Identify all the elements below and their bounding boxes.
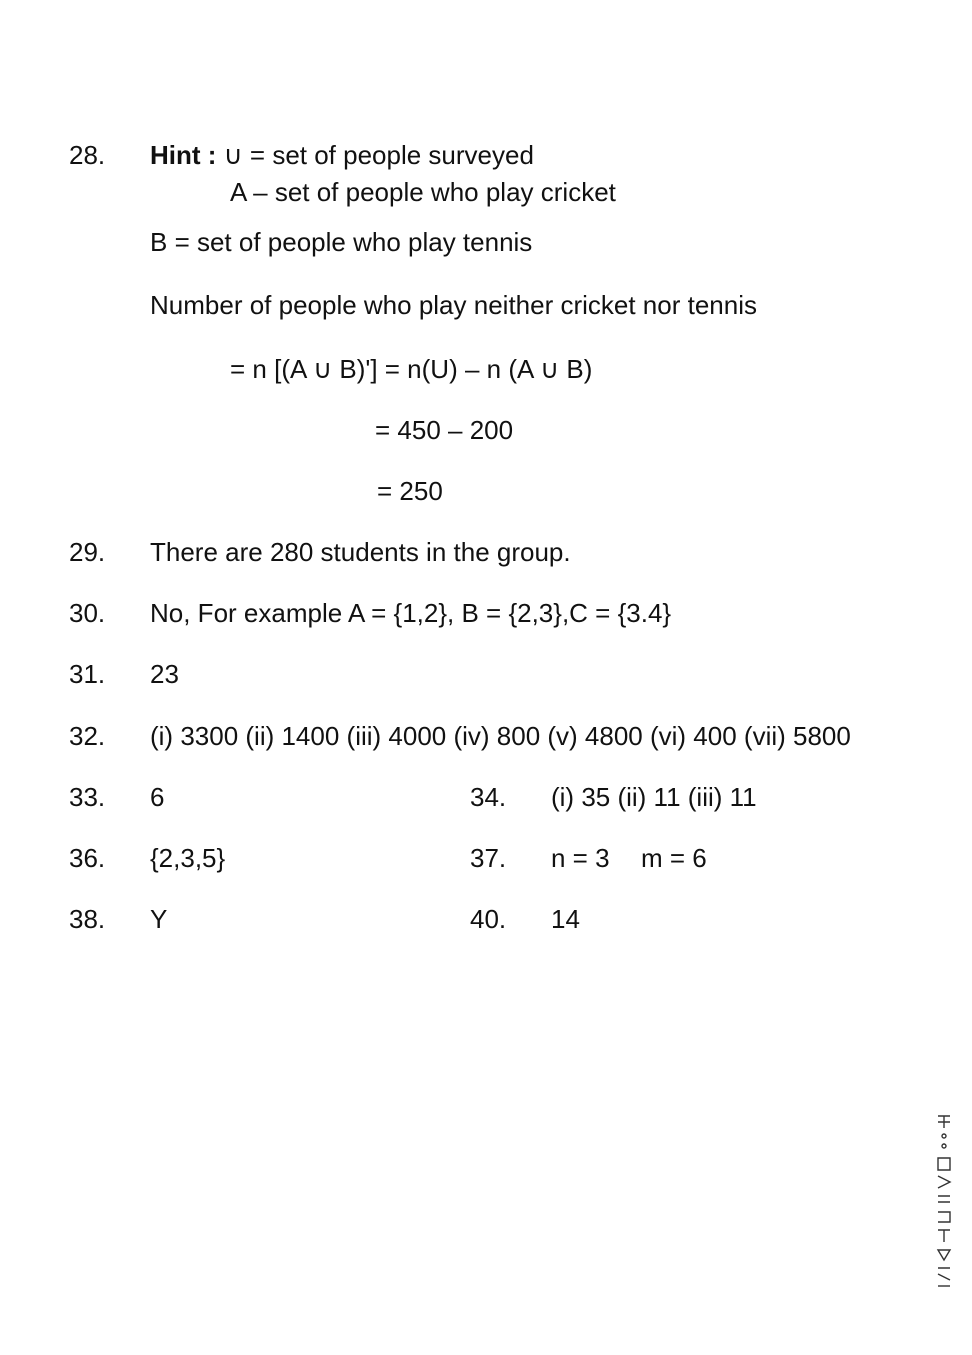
q40-text: 14 [551,904,580,934]
margin-artifact-mark [934,1112,954,1292]
q28-hint-label: Hint : [150,140,217,170]
q29-text: There are 280 students in the group. [150,537,571,567]
q33-text: 6 [150,782,165,812]
q28-line-a: A – set of people who play cricket [230,177,616,207]
q28-eq3: = 250 [377,476,443,506]
q30-text: No, For example A = {1,2}, B = {2,3},C = {3.4} [150,598,672,628]
q36-number: 36. [69,843,106,873]
q28-eq1: = n [(A ∪ B)'] = n(U) – n (A ∪ B) [230,354,593,384]
q38-number: 38. [69,904,106,934]
q28-number: 28. [69,140,106,170]
q28-hint-text: ∪ = set of people surveyed [223,140,534,170]
q30-number: 30. [69,598,106,628]
q37-text-m: m = 6 [641,843,707,873]
q34-text: (i) 35 (ii) 11 (iii) 11 [551,782,757,812]
q36-text: {2,3,5} [150,843,226,873]
q40-number: 40. [470,904,507,934]
q37-text-n: n = 3 [551,843,610,873]
q28-hint [150,142,534,168]
q28-line-b: B = set of people who play tennis [150,227,533,257]
q33-number: 33. [69,782,106,812]
q37-number: 37. [470,843,507,873]
q32-number: 32. [69,721,106,751]
q31-number: 31. [69,659,106,689]
q29-number: 29. [69,537,106,567]
q31-text: 23 [150,659,179,689]
q38-text: Y [150,904,168,934]
q32-text: (i) 3300 (ii) 1400 (iii) 4000 (iv) 800 (v) 4800 (vi) 400 (vii) 5800 [150,721,851,751]
q28-line-neither: Number of people who play neither cricket nor tennis [150,290,757,320]
q28-eq2: = 450 – 200 [375,415,514,445]
q34-number: 34. [470,782,507,812]
